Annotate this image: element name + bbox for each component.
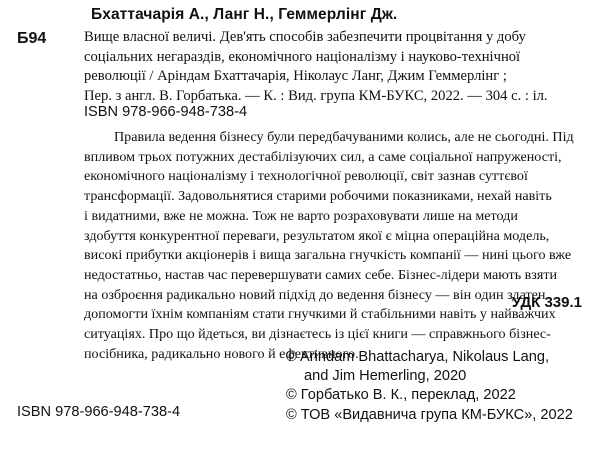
annotation-line: трансформації. Задовольнятися старими робочими показниками, нехай навіть: [84, 188, 552, 205]
bib-line: революції / Аріндам Бхаттачарія, Ніколаус Ланг, Джим Геммерлінг ;: [84, 68, 507, 85]
copyright-block: [286, 348, 573, 425]
bib-line: соціальних негараздів, економічного націоналізму і науково-технічної: [84, 48, 521, 65]
annotation-line: впливом трьох потужних дестабілізуючих сил, а саме соціальної напруженості,: [84, 148, 562, 165]
copyright-line: © ТОВ «Видавнича група КМ-БУКС», 2022: [286, 406, 573, 423]
author-heading: Бхаттачарія А., Ланг Н., Геммерлінг Дж.: [91, 6, 398, 23]
annotation-line: здобуття конкурентної переваги, результатом якої є міцна операційна модель,: [84, 227, 550, 244]
annotation-line: ситуаціях. Про що йдеться, ви дізнаєтесь із цієї книги — справжнього бізнес-: [84, 326, 551, 343]
annotation-line: і видатними, вже не можна. Тож не варто розраховувати лише на методи: [84, 207, 518, 224]
copyright-line: and Jim Hemerling, 2020: [304, 368, 467, 385]
annotation-line: високі прибутки акціонерів і вища загальна гнучкість компанії — нині цього вже: [84, 247, 572, 264]
catalog-code: Б94: [17, 30, 47, 47]
annotation-line: Правила ведення бізнесу були передбачуваними колись, але не сьогодні. Під: [114, 129, 574, 145]
isbn-record: ISBN 978-966-948-738-4: [84, 104, 248, 120]
bib-line: Пер. з англ. В. Горбатька. — К. : Вид. група КМ-БУКС, 2022. — 304 с. : іл.: [84, 87, 548, 104]
annotation-line: недостатньо, настав час перевершувати самих себе. Бізнес-лідери мають взяти: [84, 266, 558, 283]
copyright-line: © Arindam Bhattacharya, Nikolaus Lang,: [286, 349, 550, 365]
annotation: [84, 128, 592, 364]
annotation-line: на озброєння радикально новий підхід до ведення бізнесу — він один здатен: [84, 286, 546, 303]
udk-code: УДК 339.1: [511, 294, 582, 311]
bibliographic-description: [84, 28, 590, 106]
bib-line: Вище власної величі. Дев'ять способів забезпечити процвітання у добу: [84, 29, 526, 45]
isbn-footer: ISBN 978-966-948-738-4: [17, 404, 181, 420]
annotation-line: посібника, радикально нового й ефективного.: [84, 345, 359, 362]
annotation-line: допомогти їхнім компаніям стати гнучкими й стабільними навіть у найважчих: [84, 306, 556, 323]
copyright-line: © Горбатько В. К., переклад, 2022: [286, 387, 516, 404]
annotation-line: економічного націоналізму і технологічної революції, світ зазнав суттєвої: [84, 168, 528, 185]
